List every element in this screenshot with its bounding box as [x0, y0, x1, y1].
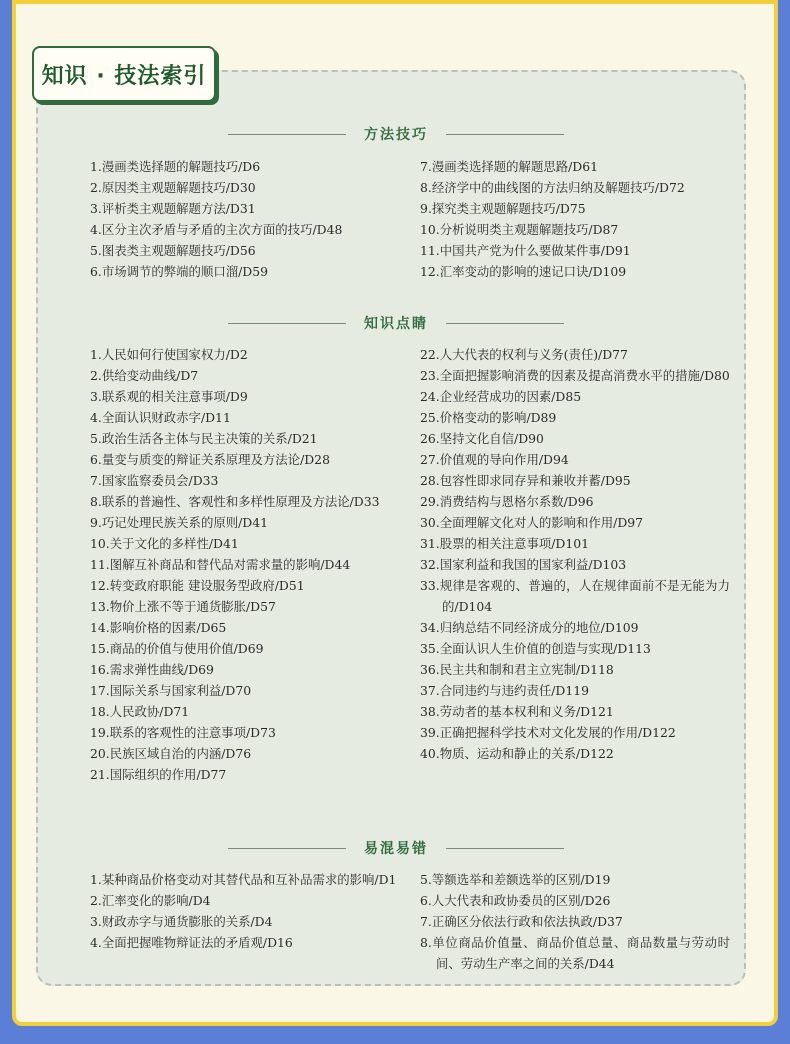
index-entry: 11.中国共产党为什么要做某件事/D91: [420, 243, 631, 258]
section-title-confusions: 易混易错: [364, 841, 428, 857]
index-entry: 4.全面认识财政赤字/D11: [90, 410, 231, 425]
heading-rule-right: [446, 323, 564, 324]
index-entry: 2.汇率变化的影响/D4: [90, 893, 211, 908]
index-entry: 32.国家利益和我国的国家利益/D103: [420, 557, 627, 572]
methods-list-right: [420, 156, 730, 282]
index-entry: 17.国际关系与国家利益/D70: [90, 683, 252, 698]
index-entry: 12.转变政府职能 建设服务型政府/D51: [90, 578, 305, 593]
index-entry: 18.人民政协/D71: [90, 704, 190, 719]
index-entry: 21.国际组织的作用/D77: [90, 767, 227, 782]
section-title-knowledge: 知识点睛: [364, 316, 428, 332]
section-heading-methods: [228, 124, 564, 144]
index-entry: 6.人大代表和政协委员的区别/D26: [420, 893, 611, 908]
index-entry: 14.影响价格的因素/D65: [90, 620, 227, 635]
index-entry: 1.人民如何行使国家权力/D2: [90, 347, 248, 362]
index-entry: 9.巧记处理民族关系的原则/D41: [90, 515, 268, 530]
confusions-list-right: [420, 869, 730, 974]
index-entry: 13.物价上涨不等于通货膨胀/D57: [90, 599, 276, 614]
index-entry: 19.联系的客观性的注意事项/D73: [90, 725, 276, 740]
index-entry: 3.评析类主观题解题方法/D31: [90, 201, 256, 216]
index-entry: 15.商品的价值与使用价值/D69: [90, 641, 264, 656]
index-entry: 1.某种商品价格变动对其替代品和互补品需求的影响/D1: [90, 872, 397, 887]
section-heading-confusions: [228, 838, 564, 858]
index-entry: 11.图解互补商品和替代品对需求量的影响/D44: [90, 557, 351, 572]
index-entry: 38.劳动者的基本权利和义务/D121: [420, 704, 614, 719]
heading-rule-left: [228, 134, 346, 135]
index-entry: 29.消费结构与恩格尔系数/D96: [420, 494, 594, 509]
index-entry: 8.单位商品价值量、商品价值总量、商品数量与劳动时间、劳动生产率之间的关系/D44: [420, 935, 730, 971]
index-entry: 7.国家监察委员会/D33: [90, 473, 219, 488]
index-entry: 26.坚持文化自信/D90: [420, 431, 544, 446]
index-entry: 35.全面认识人生价值的创造与实现/D113: [420, 641, 651, 656]
confusions-list-left: [90, 869, 400, 953]
heading-rule-left: [228, 323, 346, 324]
index-entry: 36.民主共和制和君主立宪制/D118: [420, 662, 614, 677]
index-entry: 24.企业经营成功的因素/D85: [420, 389, 582, 404]
index-entry: 7.正确区分依法行政和依法执政/D37: [420, 914, 623, 929]
index-entry: 4.区分主次矛盾与矛盾的主次方面的技巧/D48: [90, 222, 343, 237]
knowledge-list-right: [420, 344, 730, 764]
index-entry: 30.全面理解文化对人的影响和作用/D97: [420, 515, 644, 530]
index-entry: 5.政治生活各主体与民主决策的关系/D21: [90, 431, 318, 446]
index-entry: 8.联系的普遍性、客观性和多样性原理及方法论/D33: [90, 494, 380, 509]
index-entry: 23.全面把握影响消费的因素及提高消费水平的措施/D80: [420, 368, 730, 383]
index-entry: 39.正确把握科学技术对文化发展的作用/D122: [420, 725, 676, 740]
heading-rule-right: [446, 134, 564, 135]
index-entry: 5.等额选举和差额选举的区别/D19: [420, 872, 611, 887]
index-entry: 22.人大代表的权利与义务(责任)/D77: [420, 347, 628, 362]
index-entry: 27.价值观的导向作用/D94: [420, 452, 569, 467]
index-entry: 25.价格变动的影响/D89: [420, 410, 557, 425]
index-entry: 33.规律是客观的、普遍的，人在规律面前不是无能为力的/D104: [420, 578, 730, 614]
page-title: 知识 · 技法索引: [41, 63, 207, 89]
heading-rule-right: [446, 848, 564, 849]
methods-list-left: [90, 156, 400, 282]
knowledge-list-left: [90, 344, 400, 785]
index-entry: 34.归纳总结不同经济成分的地位/D109: [420, 620, 639, 635]
index-entry: 28.包容性即求同存异和兼收并蓄/D95: [420, 473, 631, 488]
heading-rule-left: [228, 848, 346, 849]
index-entry: 6.市场调节的弊端的顺口溜/D59: [90, 264, 268, 279]
index-entry: 10.关于文化的多样性/D41: [90, 536, 239, 551]
section-heading-knowledge: [228, 313, 564, 333]
index-entry: 3.财政赤字与通货膨胀的关系/D4: [90, 914, 273, 929]
index-entry: 2.原因类主观题解题技巧/D30: [90, 180, 256, 195]
index-entry: 5.图表类主观题解题技巧/D56: [90, 243, 256, 258]
index-entry: 7.漫画类选择题的解题思路/D61: [420, 159, 598, 174]
index-entry: 37.合同违约与违约责任/D119: [420, 683, 589, 698]
index-entry: 40.物质、运动和静止的关系/D122: [420, 746, 614, 761]
index-entry: 20.民族区域自治的内涵/D76: [90, 746, 252, 761]
index-entry: 31.股票的相关注意事项/D101: [420, 536, 589, 551]
title-badge: [32, 46, 216, 102]
index-entry: 4.全面把握唯物辩证法的矛盾观/D16: [90, 935, 293, 950]
section-title-methods: 方法技巧: [364, 127, 428, 143]
index-entry: 16.需求弹性曲线/D69: [90, 662, 214, 677]
index-entry: 2.供给变动曲线/D7: [90, 368, 199, 383]
index-entry: 8.经济学中的曲线图的方法归纳及解题技巧/D72: [420, 180, 685, 195]
index-entry: 10.分析说明类主观题解题技巧/D87: [420, 222, 619, 237]
index-entry: 12.汇率变动的影响的速记口诀/D109: [420, 264, 627, 279]
index-entry: 9.探究类主观题解题技巧/D75: [420, 201, 586, 216]
index-entry: 3.联系观的相关注意事项/D9: [90, 389, 248, 404]
index-entry: 1.漫画类选择题的解题技巧/D6: [90, 159, 261, 174]
index-entry: 6.量变与质变的辩证关系原理及方法论/D28: [90, 452, 330, 467]
